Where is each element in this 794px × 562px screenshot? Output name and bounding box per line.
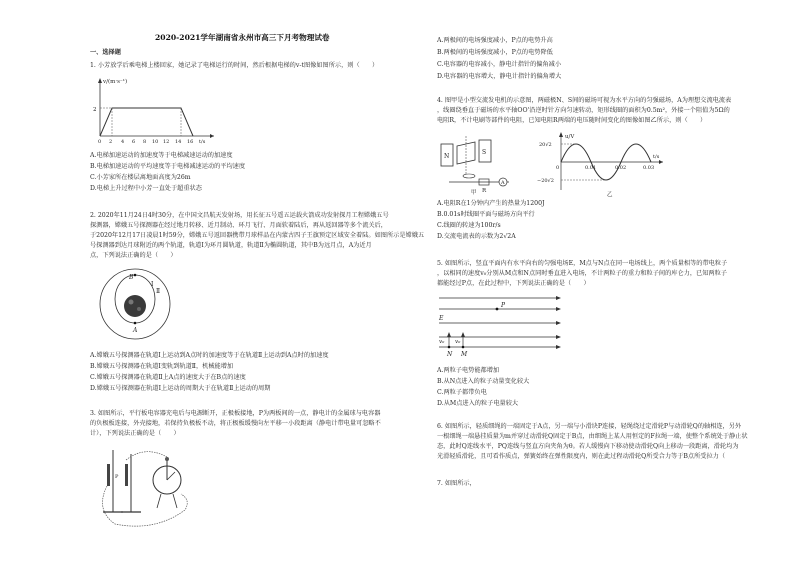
moon-crater <box>137 307 141 311</box>
t-tick: 0.02 <box>615 165 627 171</box>
q6-line: 一根细绳一端悬挂质量为m并穿过动滑轮Q固定于B点，由细绳上某人用恒定的F拉绳一端，使整个系统处于静止状 <box>437 433 748 440</box>
vt-line <box>100 108 193 136</box>
label-R: R <box>482 188 487 194</box>
field-arrow <box>556 296 561 300</box>
label-A: A <box>133 327 138 334</box>
q2-line: 2. 2020年11月24日4时30分，在中国文昌航天发射场，用长征五号遥五运载火箭成功发射探月工程嫦娥五号 <box>90 212 389 219</box>
x-tick: 6 <box>132 139 136 144</box>
t-label: t/s <box>653 154 660 160</box>
q3-option-d: D.电容器的电容增大，静电计指针的偏角增大 <box>437 73 562 80</box>
x-tick: 0 <box>98 139 102 144</box>
point-P <box>496 308 499 311</box>
q4-option-a: A.电阻R在1分钟内产生的热量为1200J <box>437 200 545 207</box>
t-tick: 0 <box>556 165 560 171</box>
q2-orbit-figure <box>95 262 175 342</box>
label-jia: 甲 <box>471 190 477 195</box>
point-B <box>134 274 137 277</box>
q3-line: 的负极板连接，外壳接地，若保持负极板不动，将正极板缓慢向左平移一小段距离（静电计带电量可忽略不 <box>90 420 381 427</box>
x-tick: 8 <box>143 139 147 144</box>
x-tick: 12 <box>163 139 170 144</box>
label-E: E <box>439 315 444 322</box>
label-A: A <box>501 180 505 186</box>
t-arrow <box>659 160 663 164</box>
q3-option-a: A.两极间的电场强度减小，P点的电势升高 <box>437 37 553 44</box>
q5-line: 都能经过P点，在此过程中，下列说法正确的是（ ） <box>437 280 590 287</box>
q1-option-d: D.电梯上升过程中小芳一直处于超重状态 <box>90 185 202 192</box>
q4-line: 电阻R，不计电刷等部件的电阻，已知电阻R两端的电压随时间变化的图像如图乙所示，则（ ） <box>437 117 707 124</box>
q7-stem: 7. 如图所示， <box>437 480 476 487</box>
label-yi: 乙 <box>607 192 613 198</box>
q6-line: 态，此时Q连线水平，PQ连线与竖直方向夹角为θ。若人缓慢向下移动使动滑轮Q向上移动一段距离，滑轮均为 <box>437 443 739 450</box>
point-P: P <box>115 474 119 480</box>
q5-line: 5. 如图所示，竖直平面内有水平向右的匀强电场E，M点与N点在同一电场线上，两个质量相等的带电粒子 <box>437 260 728 267</box>
capacitor-plate-right <box>125 464 128 486</box>
q6-line: 6. 如图所示，轻质细绳的一端固定于A点，另一端与小滑块P连接，轻绳绕过定滑轮P与动滑轮Q的轴相连，另外 <box>437 423 742 430</box>
point-A <box>134 322 137 325</box>
q5-field-figure <box>435 292 565 364</box>
q4-line: ，线圈绕垂直于磁场的水平轴OO'沿逆时针方向匀速转动，矩形线圈的面积为0.5m²，外接一个阻值为5Ω的 <box>437 107 730 114</box>
point-N <box>448 346 451 349</box>
q2-option-d: D.嫦娥五号探测器在轨道Ⅰ上运动的周期大于在轨道Ⅱ上运动的周期 <box>90 385 271 392</box>
slip-ring <box>463 174 475 178</box>
q5-option-d: D.从M点进入的粒子电量较大 <box>437 400 519 407</box>
section-heading: 一、选择题 <box>90 49 121 56</box>
q3-option-c: C.电容器的电容减小，静电计指针的偏角减小 <box>437 61 562 68</box>
q4-option-b: B.0.01s时线圈平面与磁场方向平行 <box>437 211 535 218</box>
capacitor-plate-left <box>107 464 110 486</box>
q1-option-b: B.电梯加速运动的平均速度等于电梯减速运动的平均速度 <box>90 163 246 170</box>
electrometer-ball <box>165 457 169 461</box>
v0-arrowhead <box>461 332 465 337</box>
v0-arrowhead <box>447 332 451 337</box>
right-column <box>397 0 794 562</box>
q4-option-c: C.线圈的转速为100r/s <box>437 222 501 229</box>
label-orbit-I: Ⅰ <box>151 281 154 288</box>
q2-option-c: C.嫦娥五号探测器在轨道Ⅱ上A点的速度大于在B点的速度 <box>90 374 246 381</box>
label-orbit-II: Ⅱ <box>156 288 161 295</box>
y-label: v/(m·s⁻¹) <box>103 79 128 85</box>
label-B: B <box>129 274 134 281</box>
x-tick: 16 <box>187 139 194 144</box>
q1-vt-graph <box>88 74 218 144</box>
q4-line: 4. 图甲是小型交流发电机的示意图，两磁极N、S间的磁场可视为水平方向的匀强磁场，A为理想交流电流表 <box>437 97 732 104</box>
electrometer-leg-2 <box>173 494 177 508</box>
question-1-stem: 1. 小芳放学后乘电梯上楼回家，她记录了电梯运行的时间，然后根据电梯的v-t图像如图所示，则（ ） <box>90 62 379 69</box>
u-arrow <box>559 132 563 137</box>
q3-line: 3. 如图所示，平行板电容器充电后与电源断开，正极板接地，P为两板间的一点，静电计的金属球与电容器 <box>90 410 381 417</box>
y-arrow <box>98 78 102 83</box>
q5-option-a: A.两粒子电势能都增加 <box>437 367 500 374</box>
x-tick: 10 <box>152 139 159 144</box>
field-arrow <box>556 307 561 311</box>
t-tick: 0.03 <box>643 165 655 171</box>
q2-line: 点，下列说法正确的是（ ） <box>90 252 177 259</box>
q6-line: 光滑轻质滑轮，且可看作质点，弹簧始终在弹性限度内，则在此过程动滑轮Q所受合力等于B点所受拉力（ <box>437 453 726 460</box>
label-N: N <box>447 351 453 358</box>
t-tick: 0.01 <box>585 165 597 171</box>
q3-option-b: B.两极间的电场强度减小，P点的电势降低 <box>437 49 553 56</box>
wire <box>126 452 167 460</box>
q5-option-b: B.从N点进入的粒子动量变化较大 <box>437 378 530 385</box>
q4-generator-figure <box>439 130 529 195</box>
q2-option-b: B.嫦娥五号探测器在轨道Ⅰ变轨到轨道Ⅱ，机械能增加 <box>90 363 234 370</box>
y-tick: 2 <box>93 107 97 113</box>
x-arrow <box>210 134 214 138</box>
q3-line: 计），下列说法正确的是（ ） <box>90 430 180 437</box>
exam-title: 2020-2021学年湖南省永州市高三下月考物理试卷 <box>155 33 330 42</box>
q4-option-d: D.交流电流表的示数为2√2A <box>437 233 516 240</box>
field-arrow <box>556 345 561 349</box>
field-arrow <box>556 321 561 325</box>
q4-voltage-graph <box>537 130 667 198</box>
q3-capacitor-figure <box>95 440 205 530</box>
q2-option-a: A.嫦娥五号探测器在轨道Ⅰ上运动到A点时的加速度等于在轨道Ⅱ上运动到A点时的加速度 <box>90 352 329 359</box>
u-label: u/V <box>565 134 575 140</box>
field-arrow <box>556 335 561 339</box>
q5-option-c: C.两粒子都带负电 <box>437 389 487 396</box>
label-v0: v₀ <box>439 339 445 345</box>
moon-icon <box>124 295 146 317</box>
x-tick: 2 <box>109 139 113 144</box>
q1-option-a: A.电梯加速运动的加速度等于电梯减速运动的加速度 <box>90 152 233 159</box>
q2-line: 探测器，嫦娥五号探测器在经过地月转移、近月制动、环月飞行、月面软着陆后，再从返回器等多个流关后， <box>90 222 387 229</box>
q2-line: 号探测器到达月球附近的两个轨道，轨道Ⅰ为环月圆轨道，轨道Ⅱ为椭圆轨道，其中B为远月点，A为近月 <box>90 242 372 249</box>
u-top: 20√2 <box>539 142 552 148</box>
u-bottom: −20√2 <box>537 178 554 184</box>
q1-option-c: C.小芳家所在楼层离地面高度为26m <box>90 174 191 181</box>
q5-line: ，以相同的速度v₀分别从M点和N点同时垂直进入电场，不计两粒子的重力和粒子间的库仑力，已知两粒子 <box>437 270 727 277</box>
electrometer-needle <box>167 472 175 480</box>
x-label: t/s <box>199 139 206 144</box>
label-S: S <box>482 149 487 156</box>
label-M: M <box>461 351 468 358</box>
q2-line: 于2020年12月17日凌晨1时59分，嫦娥五号返回器携带月球样品在内蒙古四子王旗预定区域安全着陆。如图所示是嫦娥五 <box>90 232 425 239</box>
label-N: N <box>444 153 450 160</box>
x-tick: 4 <box>121 139 125 144</box>
x-tick: 14 <box>175 139 182 144</box>
point-M <box>462 346 465 349</box>
label-P: P <box>501 302 506 309</box>
label-v0: v₀ <box>455 339 461 345</box>
electrometer-leg <box>157 494 161 508</box>
moon-crater <box>129 300 134 305</box>
